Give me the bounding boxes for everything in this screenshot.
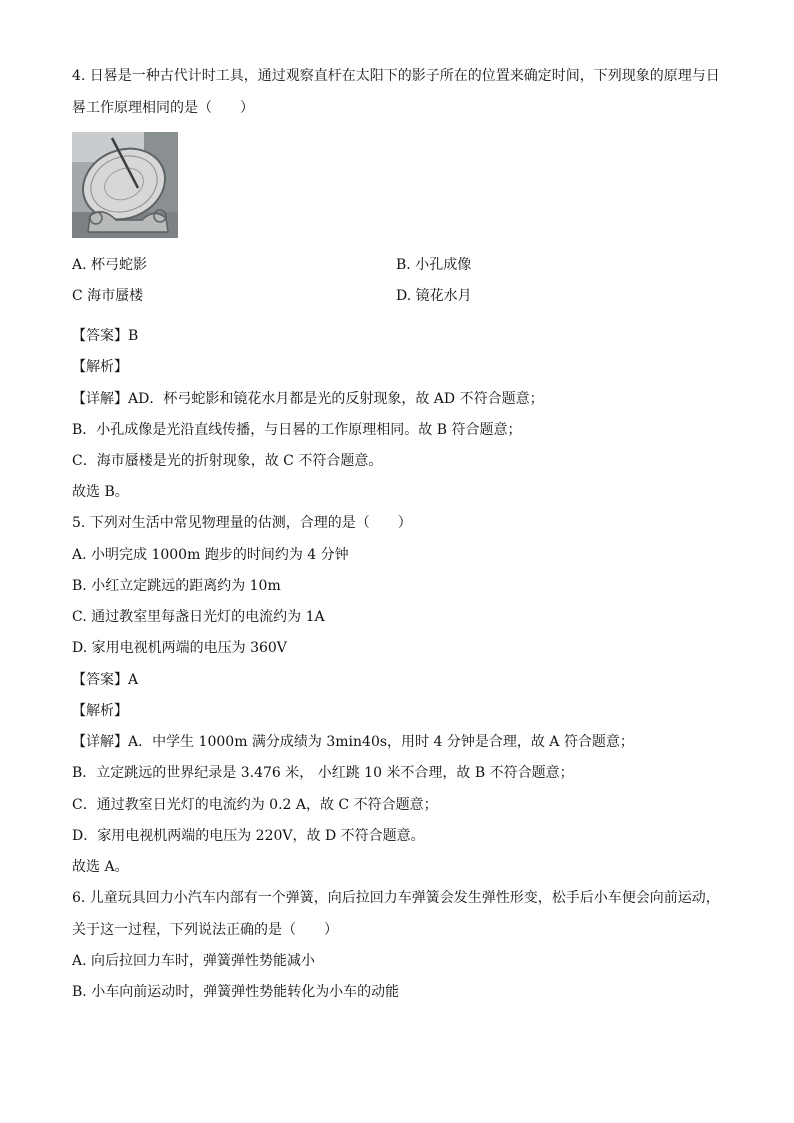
q4-option-b: B. 小孔成像 [396, 257, 472, 273]
q5-option-d: D. 家用电视机两端的电压为 360V [72, 640, 287, 656]
q4-answer: 【答案】B [72, 328, 139, 344]
q5-detail-1: 【详解】A．中学生 1000m 满分成绩为 3min40s，用时 4 分钟是合理，故 A 符合题意； [72, 734, 634, 750]
q6-stem-line2: 关于这一过程，下列说法正确的是（ ） [72, 922, 338, 938]
q5-detail-2: B．立定跳远的世界纪录是 3.476 米， 小红跳 10 米不合理，故 B 不符合题意； [72, 765, 574, 781]
q6-option-b: B. 小车向前运动时，弹簧弹性势能转化为小车的动能 [72, 984, 400, 1000]
q4-option-d: D. 镜花水月 [396, 288, 472, 304]
q5-option-b: B. 小红立定跳远的距离约为 10m [72, 578, 281, 594]
q4-detail-3: C．海市蜃楼是光的折射现象，故 C 不符合题意。 [72, 453, 383, 469]
q4-detail-1: 【详解】AD．杯弓蛇影和镜花水月都是光的反射现象，故 AD 不符合题意； [72, 391, 544, 407]
sundial-photo [72, 132, 178, 238]
q4-analysis-title: 【解析】 [72, 359, 128, 375]
sundial-image [72, 132, 178, 238]
q4-conclusion: 故选 B。 [72, 484, 129, 500]
q5-stem: 5. 下列对生活中常见物理量的估测，合理的是（ ） [72, 515, 412, 531]
q5-analysis-title: 【解析】 [72, 703, 128, 719]
q6-stem-line1: 6. 儿童玩具回力小汽车内部有一个弹簧，向后拉回力车弹簧会发生弹性形变，松手后小车便会向前运动， [72, 890, 720, 906]
q5-detail-4: D．家用电视机两端的电压为 220V，故 D 不符合题意。 [72, 828, 425, 844]
q4-option-a: A. 杯弓蛇影 [72, 257, 148, 273]
q5-answer: 【答案】A [72, 672, 139, 688]
q4-stem-line2: 晷工作原理相同的是（ ） [72, 100, 254, 116]
q5-option-a: A. 小明完成 1000m 跑步的时间约为 4 分钟 [72, 547, 349, 563]
q5-option-c: C. 通过教室里每盏日光灯的电流约为 1A [72, 609, 325, 625]
q6-option-a: A. 向后拉回力车时，弹簧弹性势能减小 [72, 953, 316, 969]
q5-detail-3: C．通过教室日光灯的电流约为 0.2 A，故 C 不符合题意； [72, 797, 438, 813]
q4-detail-2: B．小孔成像是光沿直线传播，与日晷的工作原理相同。故 B 符合题意； [72, 422, 522, 438]
q5-conclusion: 故选 A。 [72, 859, 129, 875]
q4-option-c: C 海市蜃楼 [72, 288, 144, 304]
q4-stem-line1: 4. 日晷是一种古代计时工具，通过观察直杆在太阳下的影子所在的位置来确定时间，下列现象的原理与日 [72, 68, 720, 84]
